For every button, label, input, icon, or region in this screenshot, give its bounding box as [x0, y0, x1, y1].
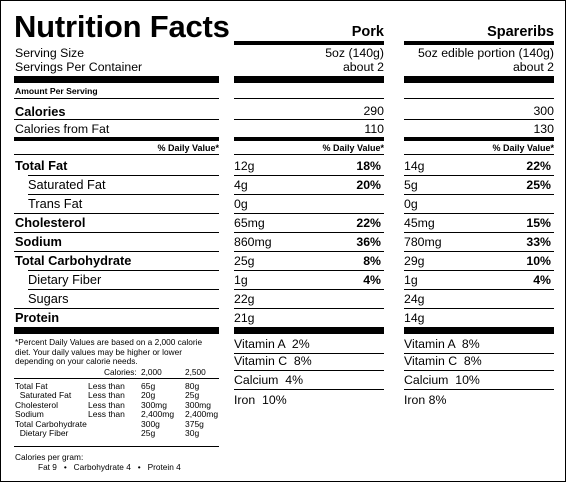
- column-name: Spareribs: [487, 24, 554, 40]
- rule: [404, 370, 554, 371]
- thick-rule: [234, 327, 384, 334]
- daily-values-cell: 30g: [185, 428, 200, 439]
- amount-per-serving: Amount Per Serving: [15, 86, 98, 96]
- nutrient-label: Sugars: [28, 291, 69, 306]
- nutrient-amount: 12g: [234, 159, 255, 173]
- nutrient-label: Sodium: [15, 234, 62, 249]
- thick-rule: [14, 76, 219, 83]
- daily-values-cell: 25g: [141, 428, 156, 439]
- calories-levels-header: Calories:: [104, 367, 137, 377]
- footnote-line: diet. Your daily values may be higher or lower: [15, 346, 182, 357]
- daily-value-header: % Daily Value*: [322, 143, 384, 153]
- calories-from-fat-value: 130: [533, 122, 554, 136]
- daily-values-cell: 300mg: [185, 399, 211, 410]
- rule: [234, 251, 384, 252]
- daily-value-header: % Daily Value*: [157, 143, 219, 153]
- rule: [404, 213, 554, 214]
- rule: [14, 232, 219, 233]
- calorie-level: 2,500: [185, 367, 206, 377]
- daily-values-cell: [88, 429, 141, 438]
- nutrient-daily-value: 36%: [356, 235, 381, 249]
- nutrient-amount: 5g: [404, 178, 418, 192]
- calories-per-gram-label: Calories per gram:: [15, 452, 84, 462]
- rule: [14, 119, 219, 120]
- nutrient-daily-value: 10%: [526, 254, 551, 268]
- daily-values-cell: 300mg: [141, 399, 167, 410]
- vitamin-mineral: Vitamin A 8%: [404, 337, 480, 351]
- rule: [404, 119, 554, 120]
- nutrient-daily-value: 8%: [363, 254, 381, 268]
- thick-rule: [234, 76, 384, 83]
- nutrient-label: Cholesterol: [15, 215, 86, 230]
- rule: [234, 289, 384, 290]
- nutrient-amount: 21g: [234, 311, 255, 325]
- rule: [404, 270, 554, 271]
- vitamin-mineral: Calcium 10%: [404, 373, 480, 387]
- daily-values-cell: Less than: [88, 409, 125, 420]
- nutrient-amount: 780mg: [404, 235, 442, 249]
- medium-rule: [404, 41, 554, 45]
- nutrient-daily-value: 22%: [526, 159, 551, 173]
- nutrient-daily-value: 4%: [363, 273, 381, 287]
- nutrient-daily-value: 18%: [356, 159, 381, 173]
- vitamin-mineral: Calcium 4%: [234, 373, 304, 387]
- nutrient-amount: 24g: [404, 292, 425, 306]
- rule: [14, 251, 219, 252]
- rule: [234, 389, 384, 390]
- rule: [14, 378, 219, 379]
- rule: [234, 194, 384, 195]
- nutrient-amount: 1g: [404, 273, 418, 287]
- vitamin-mineral: Vitamin C 8%: [404, 354, 482, 368]
- rule: [28, 270, 219, 271]
- rule: [14, 446, 219, 447]
- footnote-line: depending on your calorie needs.: [15, 356, 138, 366]
- nutrient-label: Total Carbohydrate: [15, 253, 132, 268]
- rule: [14, 98, 219, 99]
- rule: [234, 370, 384, 371]
- nutrient-amount: 4g: [234, 178, 248, 192]
- daily-values-cell: Saturated Fat: [15, 390, 72, 401]
- nutrient-daily-value: 4%: [533, 273, 551, 287]
- thick-rule: [14, 327, 219, 334]
- nutrient-amount: 1g: [234, 273, 248, 287]
- nutrient-amount: 22g: [234, 292, 255, 306]
- servings-per-container-value: about 2: [342, 60, 384, 74]
- vitamin-mineral: Vitamin A 2%: [234, 337, 310, 351]
- calories-value: 290: [363, 104, 384, 118]
- nutrient-daily-value: 25%: [526, 178, 551, 192]
- medium-rule: [234, 137, 384, 141]
- rule: [28, 175, 219, 176]
- rule: [14, 213, 219, 214]
- daily-value-header: % Daily Value*: [492, 143, 554, 153]
- rule: [234, 232, 384, 233]
- rule: [404, 194, 554, 195]
- vitamin-mineral: Vitamin C 8%: [234, 354, 312, 368]
- thick-rule: [404, 76, 554, 83]
- daily-values-cell: 2,400mg: [185, 409, 219, 420]
- footnote-line: *Percent Daily Values are based on a 2,000 calorie: [15, 337, 203, 347]
- rule: [234, 98, 384, 99]
- nutrient-label: Total Fat: [15, 158, 68, 173]
- serving-size-label: Serving Size: [15, 46, 85, 60]
- rule: [404, 389, 554, 390]
- nutrient-label: Trans Fat: [28, 196, 83, 211]
- calories-label: Calories: [15, 104, 66, 119]
- rule: [14, 308, 219, 309]
- rule: [404, 308, 554, 309]
- rule: [234, 154, 384, 155]
- daily-values-cell: Sodium: [15, 409, 44, 420]
- nutrient-daily-value: 33%: [526, 235, 551, 249]
- rule: [404, 232, 554, 233]
- nutrient-daily-value: 20%: [356, 178, 381, 192]
- daily-values-table: [15, 382, 221, 438]
- rule: [234, 270, 384, 271]
- daily-values-row: [15, 429, 221, 438]
- vitamin-mineral: Iron 8%: [404, 393, 447, 407]
- nutrient-amount: 0g: [234, 197, 248, 211]
- daily-values-cell: Total Carbohydrate: [15, 418, 87, 429]
- nutrient-amount: 14g: [404, 311, 425, 325]
- daily-values-cell: Cholesterol: [15, 399, 58, 410]
- daily-values-cell: 25g: [185, 390, 200, 401]
- daily-values-cell: 65g: [141, 381, 156, 391]
- calories-per-gram: Fat 9 • Carbohydrate 4 • Protein 4: [38, 462, 181, 472]
- rule: [404, 251, 554, 252]
- rule: [234, 308, 384, 309]
- nutrient-amount: 14g: [404, 159, 425, 173]
- rule: [404, 98, 554, 99]
- serving-size-value: 5oz (140g): [325, 46, 384, 60]
- daily-values-cell: 2,400mg: [141, 409, 175, 420]
- calories-value: 300: [533, 104, 554, 118]
- rule: [404, 175, 554, 176]
- vitamin-mineral: Iron 10%: [234, 393, 287, 407]
- nutrient-amount: 45mg: [404, 216, 435, 230]
- daily-values-cell: Less than: [88, 399, 125, 410]
- daily-values-cell: 375g: [185, 418, 204, 429]
- calorie-level: 2,000: [141, 367, 162, 377]
- nutrient-amount: 0g: [404, 197, 418, 211]
- nutrient-daily-value: 22%: [356, 216, 381, 230]
- servings-per-container-value: about 2: [512, 60, 554, 74]
- rule: [28, 289, 219, 290]
- rule: [404, 154, 554, 155]
- nutrient-label: Protein: [15, 310, 60, 325]
- nutrient-amount: 65mg: [234, 216, 265, 230]
- daily-values-cell: Less than: [88, 390, 125, 401]
- serving-size-value: 5oz edible portion (140g): [417, 46, 554, 60]
- rule: [28, 194, 219, 195]
- calories-from-fat-value: 110: [364, 122, 384, 136]
- column-name: Pork: [351, 24, 384, 40]
- daily-values-cell: [88, 420, 141, 429]
- servings-per-container-label: Servings Per Container: [15, 60, 143, 74]
- daily-values-cell: 300g: [141, 418, 160, 429]
- rule: [234, 213, 384, 214]
- daily-values-cell: 20g: [141, 390, 156, 401]
- medium-rule: [14, 137, 219, 141]
- calories-from-fat-label: Calories from Fat: [15, 122, 110, 136]
- medium-rule: [234, 41, 384, 45]
- medium-rule: [404, 137, 554, 141]
- nutrient-amount: 25g: [234, 254, 255, 268]
- daily-values-cell: 80g: [185, 381, 200, 391]
- thick-rule: [404, 327, 554, 334]
- nutrient-amount: 860mg: [234, 235, 272, 249]
- daily-values-cell: Less than: [88, 381, 125, 391]
- daily-values-cell: Dietary Fiber: [15, 428, 69, 439]
- rule: [404, 289, 554, 290]
- label-title: Nutrition Facts: [14, 9, 230, 44]
- nutrient-label: Dietary Fiber: [28, 272, 102, 287]
- nutrient-daily-value: 15%: [526, 216, 551, 230]
- rule: [234, 119, 384, 120]
- rule: [234, 175, 384, 176]
- nutrient-label: Saturated Fat: [28, 177, 106, 192]
- nutrient-amount: 29g: [404, 254, 425, 268]
- daily-values-cell: Total Fat: [15, 381, 48, 391]
- rule: [14, 154, 219, 155]
